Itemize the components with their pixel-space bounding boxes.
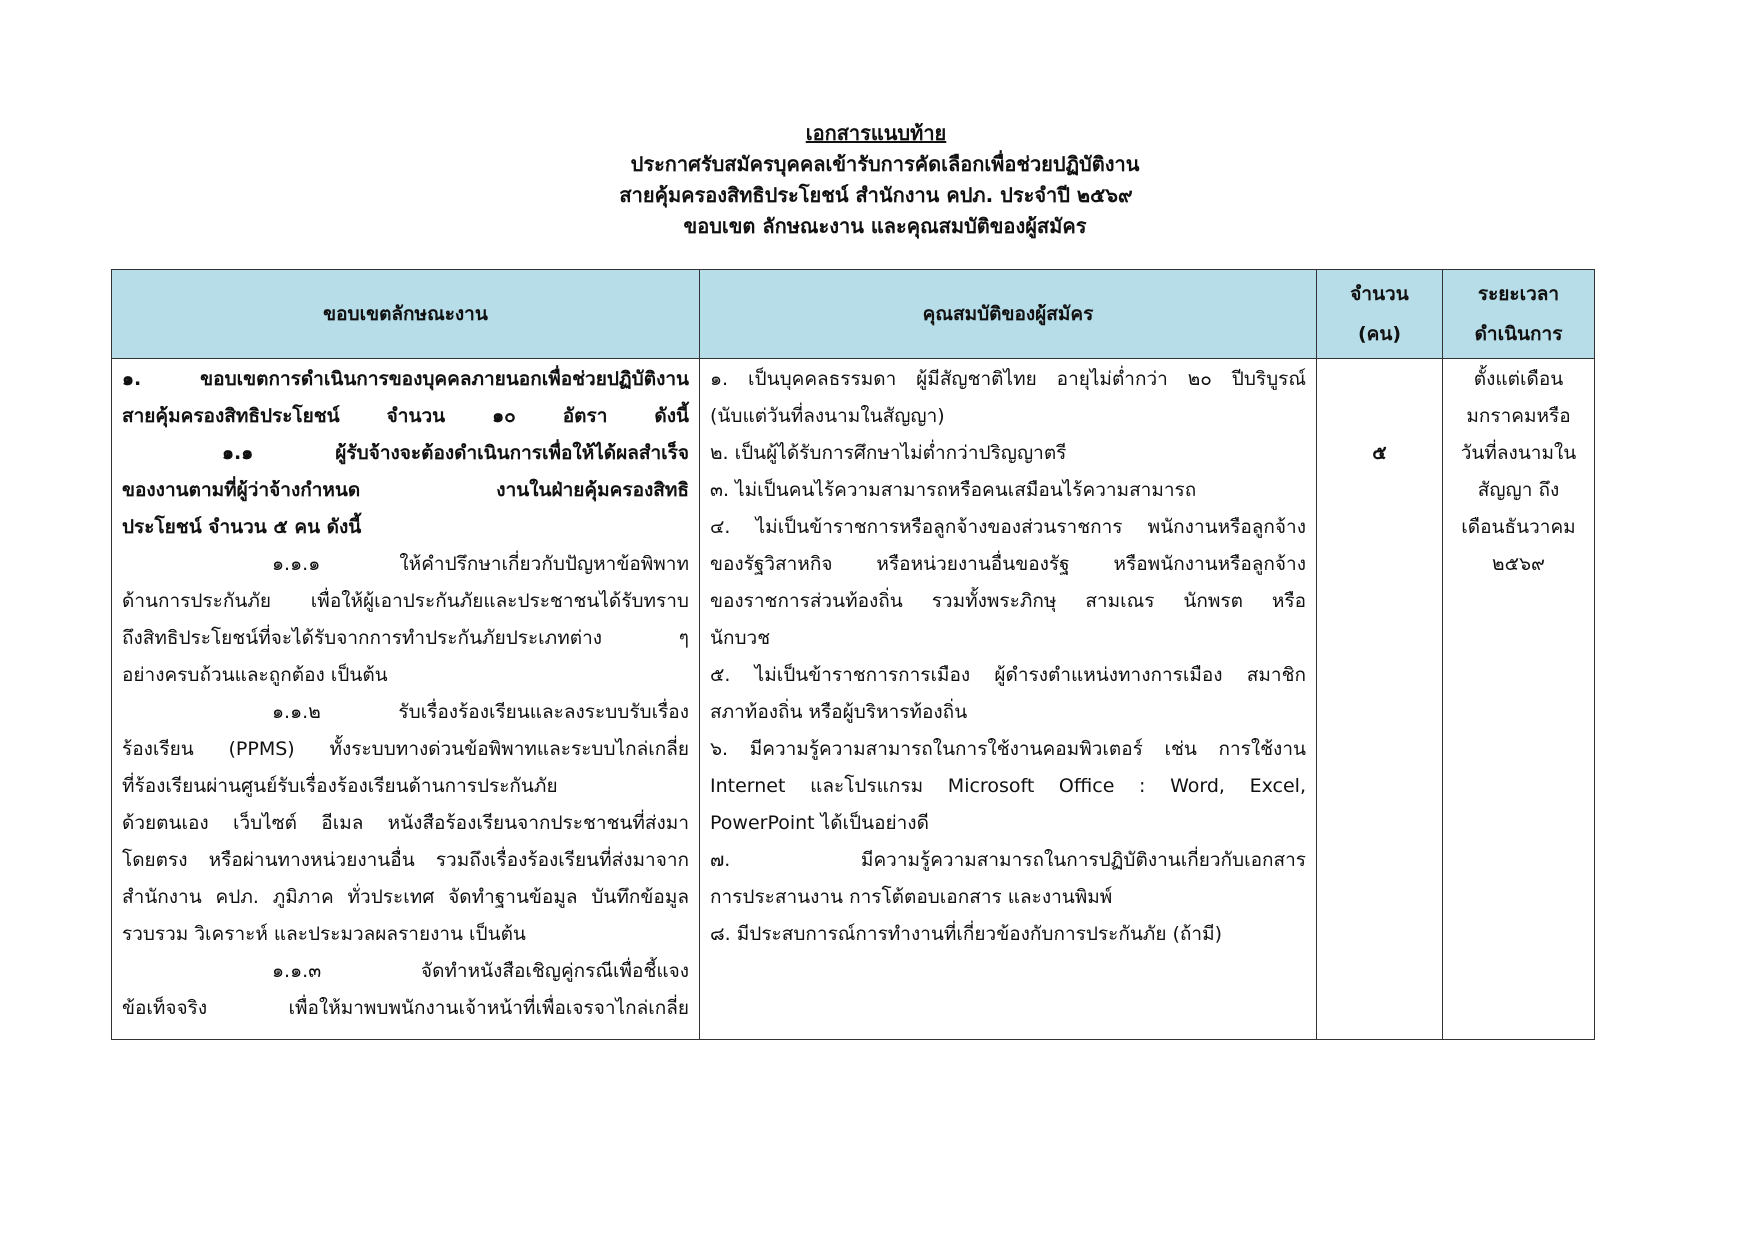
scope-cell	[112, 359, 700, 1040]
qualification-line: การประสานงาน การโต้ตอบเอกสาร และงานพิมพ์	[710, 886, 1113, 908]
scope-line: ข้อเท็จจริง เพื่อให้มาพบพนักงานเจ้าหน้าที่เพื่อเจรจาไกล่เกลี่ย	[122, 997, 689, 1019]
duration-cell	[1443, 359, 1595, 1040]
duration-line: สัญญา ถึง	[1477, 479, 1560, 501]
scope-line: ด้วยตนเอง เว็บไซต์ อีเมล หนังสือร้องเรียนจากประชาชนที่ส่งมา	[122, 812, 689, 834]
qualification-line: ๘. มีประสบการณ์การทำงานที่เกี่ยวข้องกับการประกันภัย (ถ้ามี)	[710, 923, 1223, 945]
scope-line: รวบรวม วิเคราะห์ และประมวลผลรายงาน เป็นต้น	[122, 923, 526, 945]
document-title: เอกสารแนบท้าย	[805, 121, 947, 145]
header-count	[1317, 270, 1443, 359]
scope-line: อย่างครบถ้วนและถูกต้อง เป็นต้น	[122, 664, 388, 686]
announcement-line-3: ขอบเขต ลักษณะงาน และคุณสมบัติของผู้สมัคร	[683, 214, 1087, 238]
qualification-line: ๕. ไม่เป็นข้าราชการการเมือง ผู้ดำรงตำแหน่งทางการเมือง สมาชิก	[710, 664, 1306, 686]
count-cell	[1317, 359, 1443, 1040]
qualification-line: ๖. มีความรู้ความสามารถในการใช้งานคอมพิวเตอร์ เช่น การใช้งาน	[710, 738, 1306, 760]
header-qualifications: คุณสมบัติของผู้สมัคร	[700, 270, 1317, 359]
header-scope: ขอบเขตลักษณะงาน	[112, 270, 700, 359]
header-duration	[1443, 270, 1595, 359]
scope-qualification-table	[111, 269, 1595, 1040]
scope-line: สำนักงาน คปภ. ภูมิภาค ทั่วประเทศ จัดทำฐานข้อมูล บันทึกข้อมูล	[122, 886, 689, 908]
qualification-line: ๔. ไม่เป็นข้าราชการหรือลูกจ้างของส่วนราชการ พนักงานหรือลูกจ้าง	[710, 516, 1306, 538]
scope-line: ๑. ขอบเขตการดำเนินการของบุคคลภายนอกเพื่อช่วยปฏิบัติงาน	[122, 368, 689, 390]
qualification-line: ของราชการส่วนท้องถิ่น รวมทั้งพระภิกษุ สามเณร นักพรต หรือ	[710, 590, 1306, 612]
scope-line: ร้องเรียน (PPMS) ทั้งระบบทางด่วนข้อพิพาทและระบบไกล่เกลี่ย	[122, 738, 689, 760]
duration-line: ตั้งแต่เดือน	[1473, 368, 1564, 390]
scope-line: ของงานตามที่ผู้ว่าจ้างกำหนด งานในฝ่ายคุ้มครองสิทธิ	[122, 479, 689, 501]
scope-line: โดยตรง หรือผ่านทางหน่วยงานอื่น รวมถึงเรื่องร้องเรียนที่ส่งมาจาก	[122, 849, 689, 871]
scope-line: ๑.๑.๒ รับเรื่องร้องเรียนและลงระบบรับเรื่อง	[272, 701, 689, 723]
announcement-line-1: ประกาศรับสมัครบุคคลเข้ารับการคัดเลือกเพื่อช่วยปฏิบัติงาน	[630, 152, 1140, 176]
qualification-line: นักบวช	[710, 627, 771, 649]
qualification-line: ๗. มีความรู้ความสามารถในการปฏิบัติงานเกี่ยวกับเอกสาร	[710, 849, 1306, 871]
scope-line: ที่ร้องเรียนผ่านศูนย์รับเรื่องร้องเรียนด้านการประกันภัย	[122, 775, 558, 797]
header-duration-line-2: ดำเนินการ	[1474, 323, 1563, 345]
scope-line: ๑.๑ ผู้รับจ้างจะต้องดำเนินการเพื่อให้ได้ผลสำเร็จ	[222, 442, 689, 464]
header-count-line-2: (คน)	[1357, 323, 1402, 345]
document-header	[0, 118, 1752, 242]
qualifications-cell	[700, 359, 1317, 1040]
scope-line: ๑.๑.๓ จัดทำหนังสือเชิญคู่กรณีเพื่อชี้แจง	[272, 960, 689, 982]
qualification-line: ๑. เป็นบุคคลธรรมดา ผู้มีสัญชาติไทย อายุไม่ต่ำกว่า ๒๐ ปีบริบูรณ์	[710, 368, 1306, 390]
header-count-line-1: จำนวน	[1350, 283, 1409, 305]
duration-line: เดือนธันวาคม	[1461, 516, 1576, 538]
header-duration-line-1: ระยะเวลา	[1477, 283, 1560, 305]
scope-line: ถึงสิทธิประโยชน์ที่จะได้รับจากการทำประกันภัยประเภทต่าง ๆ	[122, 627, 689, 649]
qualification-line: (นับแต่วันที่ลงนามในสัญญา)	[710, 405, 945, 427]
table-header-row	[112, 270, 1595, 359]
announcement-line-2: สายคุ้มครองสิทธิประโยชน์ สำนักงาน คปภ. ประจำปี ๒๕๖๙	[619, 183, 1133, 207]
scope-line: ประโยชน์ จำนวน ๕ คน ดังนี้	[122, 516, 362, 538]
duration-line: มกราคมหรือ	[1466, 405, 1571, 427]
scope-line: ๑.๑.๑ ให้คำปรึกษาเกี่ยวกับปัญหาข้อพิพาท	[272, 553, 689, 575]
qualification-line: สภาท้องถิ่น หรือผู้บริหารท้องถิ่น	[710, 701, 968, 723]
count-value: ๕	[1372, 442, 1387, 464]
qualification-line: ๓. ไม่เป็นคนไร้ความสามารถหรือคนเสมือนไร้ความสามารถ	[710, 479, 1197, 501]
scope-line: ด้านการประกันภัย เพื่อให้ผู้เอาประกันภัยและประชาชนได้รับทราบ	[122, 590, 689, 612]
scope-line: สายคุ้มครองสิทธิประโยชน์ จำนวน ๑๐ อัตรา ดังนี้	[122, 405, 689, 427]
qualification-line: PowerPoint ได้เป็นอย่างดี	[710, 812, 929, 834]
duration-line: วันที่ลงนามใน	[1460, 442, 1577, 464]
table-row	[112, 359, 1595, 1040]
qualification-line: Internet และโปรแกรม Microsoft Office : Word, Excel,	[710, 775, 1306, 797]
qualification-line: ของรัฐวิสาหกิจ หรือหน่วยงานอื่นของรัฐ หรือพนักงานหรือลูกจ้าง	[710, 553, 1306, 575]
qualification-line: ๒. เป็นผู้ได้รับการศึกษาไม่ต่ำกว่าปริญญาตรี	[710, 442, 1067, 464]
duration-line: ๒๕๖๙	[1492, 553, 1545, 575]
